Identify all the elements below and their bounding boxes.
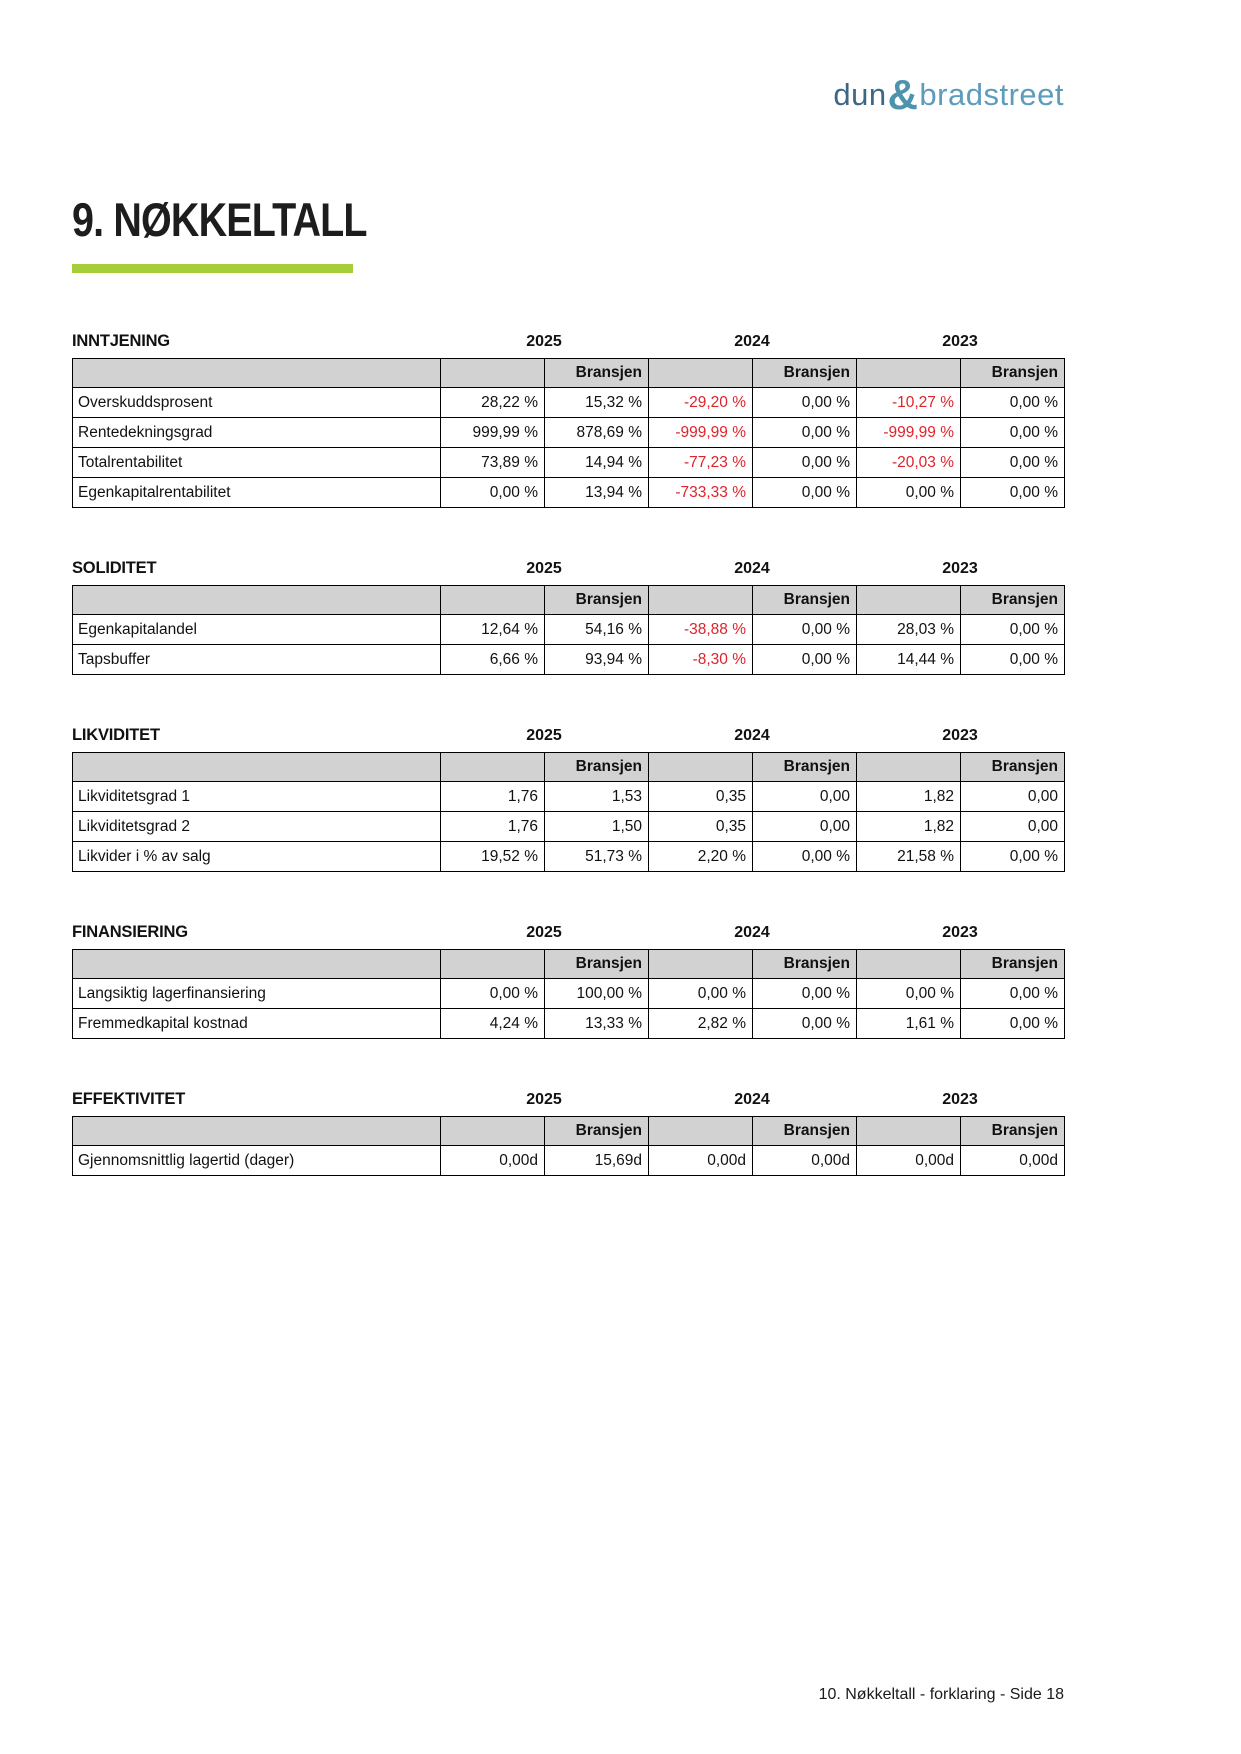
page-title: 9. NØKKELTALL: [72, 193, 367, 246]
value-cell: 14,94 %: [545, 448, 649, 478]
bransjen-header-row: [73, 753, 1065, 782]
value-cell: 1,82: [857, 782, 961, 812]
table-row: [73, 782, 1065, 812]
metric-label: Rentedekningsgrad: [73, 418, 441, 448]
value-cell: -999,99 %: [857, 418, 961, 448]
value-cell: 0,00d: [441, 1146, 545, 1176]
section-header-row: [72, 727, 1064, 745]
value-cell: 0,00 %: [961, 448, 1065, 478]
empty-header-cell: [857, 950, 961, 979]
value-cell: 0,35: [649, 782, 753, 812]
bransjen-header-row: [73, 586, 1065, 615]
bransjen-header-cell: Bransjen: [545, 950, 649, 979]
logo-text-bradstreet: bradstreet: [919, 77, 1064, 112]
value-cell: 2,20 %: [649, 842, 753, 872]
value-cell: 15,32 %: [545, 388, 649, 418]
value-cell: 1,76: [441, 812, 545, 842]
value-cell: 0,00 %: [441, 979, 545, 1009]
value-cell: 0,00 %: [961, 418, 1065, 448]
metric-label: Langsiktig lagerfinansiering: [73, 979, 441, 1009]
empty-header-cell: [73, 1117, 441, 1146]
empty-header-cell: [73, 586, 441, 615]
table-row: [73, 615, 1065, 645]
year-header: 2024: [734, 727, 770, 744]
bransjen-header-row: [73, 359, 1065, 388]
empty-header-cell: [649, 753, 753, 782]
empty-header-cell: [857, 1117, 961, 1146]
value-cell: 0,00 %: [441, 478, 545, 508]
value-cell: 0,00 %: [961, 645, 1065, 675]
value-cell: -999,99 %: [649, 418, 753, 448]
sections-container: [72, 333, 1064, 1176]
value-cell: 0,00 %: [961, 615, 1065, 645]
value-cell: 0,00d: [857, 1146, 961, 1176]
value-cell: 0,00 %: [753, 842, 857, 872]
empty-header-cell: [649, 586, 753, 615]
value-cell: 13,94 %: [545, 478, 649, 508]
value-cell: 0,00 %: [753, 645, 857, 675]
table-row: [73, 1146, 1065, 1176]
empty-header-cell: [73, 753, 441, 782]
metric-label: Tapsbuffer: [73, 645, 441, 675]
empty-header-cell: [441, 1117, 545, 1146]
year-header: 2025: [526, 560, 562, 577]
year-header: 2024: [734, 924, 770, 941]
value-cell: 1,53: [545, 782, 649, 812]
value-cell: 0,00 %: [961, 842, 1065, 872]
kpi-table: [72, 1116, 1065, 1176]
value-cell: 0,00d: [961, 1146, 1065, 1176]
empty-header-cell: [649, 359, 753, 388]
ampersand-icon: &: [887, 71, 919, 118]
value-cell: 0,35: [649, 812, 753, 842]
value-cell: 28,22 %: [441, 388, 545, 418]
value-cell: 15,69d: [545, 1146, 649, 1176]
page-footer: 10. Nøkkeltall - forklaring - Side 18: [818, 1686, 1064, 1703]
bransjen-header-cell: Bransjen: [961, 586, 1065, 615]
year-header: 2023: [942, 560, 978, 577]
dun-bradstreet-logo: [72, 0, 1064, 118]
value-cell: 28,03 %: [857, 615, 961, 645]
bransjen-header-cell: Bransjen: [961, 753, 1065, 782]
year-header: 2023: [942, 1091, 978, 1108]
metric-label: Egenkapitalandel: [73, 615, 441, 645]
metric-label: Fremmedkapital kostnad: [73, 1009, 441, 1039]
empty-header-cell: [857, 586, 961, 615]
value-cell: -733,33 %: [649, 478, 753, 508]
empty-header-cell: [649, 1117, 753, 1146]
value-cell: -77,23 %: [649, 448, 753, 478]
value-cell: 1,82: [857, 812, 961, 842]
year-header: 2024: [734, 560, 770, 577]
bransjen-header-cell: Bransjen: [545, 1117, 649, 1146]
value-cell: 0,00 %: [753, 615, 857, 645]
value-cell: 12,64 %: [441, 615, 545, 645]
bransjen-header-cell: Bransjen: [545, 753, 649, 782]
value-cell: 0,00: [753, 812, 857, 842]
metric-label: Totalrentabilitet: [73, 448, 441, 478]
value-cell: 0,00 %: [753, 448, 857, 478]
empty-header-cell: [73, 950, 441, 979]
table-row: [73, 388, 1065, 418]
table-row: [73, 478, 1065, 508]
value-cell: 93,94 %: [545, 645, 649, 675]
bransjen-header-cell: Bransjen: [545, 359, 649, 388]
value-cell: 19,52 %: [441, 842, 545, 872]
table-row: [73, 812, 1065, 842]
year-header: 2023: [942, 333, 978, 350]
value-cell: -10,27 %: [857, 388, 961, 418]
year-header: 2025: [526, 727, 562, 744]
metric-label: Egenkapitalrentabilitet: [73, 478, 441, 508]
value-cell: 4,24 %: [441, 1009, 545, 1039]
value-cell: 6,66 %: [441, 645, 545, 675]
empty-header-cell: [441, 359, 545, 388]
section-header-row: [72, 924, 1064, 942]
value-cell: 1,50: [545, 812, 649, 842]
year-header: 2023: [942, 924, 978, 941]
value-cell: 0,00 %: [753, 1009, 857, 1039]
table-row: [73, 645, 1065, 675]
table-row: [73, 418, 1065, 448]
value-cell: 0,00: [961, 812, 1065, 842]
section-header-row: [72, 333, 1064, 351]
bransjen-header-cell: Bransjen: [753, 753, 857, 782]
value-cell: 0,00 %: [961, 979, 1065, 1009]
value-cell: -8,30 %: [649, 645, 753, 675]
bransjen-header-cell: Bransjen: [753, 1117, 857, 1146]
year-header: 2024: [734, 333, 770, 350]
value-cell: 0,00d: [753, 1146, 857, 1176]
section-effektivitet: [72, 1091, 1064, 1176]
metric-label: Likviditetsgrad 1: [73, 782, 441, 812]
value-cell: 14,44 %: [857, 645, 961, 675]
value-cell: 54,16 %: [545, 615, 649, 645]
section-title: FINANSIERING: [72, 923, 188, 941]
empty-header-cell: [441, 586, 545, 615]
year-header: 2024: [734, 1091, 770, 1108]
table-row: [73, 448, 1065, 478]
empty-header-cell: [649, 950, 753, 979]
table-row: [73, 842, 1065, 872]
empty-header-cell: [857, 359, 961, 388]
section-header-row: [72, 1091, 1064, 1109]
metric-label: Gjennomsnittlig lagertid (dager): [73, 1146, 441, 1176]
section-title: LIKVIDITET: [72, 726, 160, 744]
section-title: SOLIDITET: [72, 559, 157, 577]
value-cell: 0,00 %: [961, 388, 1065, 418]
value-cell: 0,00 %: [961, 478, 1065, 508]
empty-header-cell: [441, 950, 545, 979]
value-cell: -20,03 %: [857, 448, 961, 478]
value-cell: 878,69 %: [545, 418, 649, 448]
value-cell: -29,20 %: [649, 388, 753, 418]
value-cell: 0,00: [961, 782, 1065, 812]
value-cell: 0,00: [753, 782, 857, 812]
kpi-table: [72, 949, 1065, 1039]
bransjen-header-cell: Bransjen: [961, 1117, 1065, 1146]
section-header-row: [72, 560, 1064, 578]
year-header: 2025: [526, 924, 562, 941]
value-cell: 1,76: [441, 782, 545, 812]
year-header: 2025: [526, 1091, 562, 1108]
metric-label: Likvider i % av salg: [73, 842, 441, 872]
kpi-table: [72, 585, 1065, 675]
year-header: 2023: [942, 727, 978, 744]
value-cell: 13,33 %: [545, 1009, 649, 1039]
kpi-table: [72, 752, 1065, 872]
value-cell: 1,61 %: [857, 1009, 961, 1039]
value-cell: 0,00 %: [753, 478, 857, 508]
value-cell: 999,99 %: [441, 418, 545, 448]
bransjen-header-cell: Bransjen: [545, 586, 649, 615]
value-cell: 0,00 %: [753, 388, 857, 418]
table-row: [73, 1009, 1065, 1039]
section-finansiering: [72, 924, 1064, 1039]
value-cell: 0,00 %: [753, 979, 857, 1009]
value-cell: 0,00 %: [961, 1009, 1065, 1039]
empty-header-cell: [441, 753, 545, 782]
section-likviditet: [72, 727, 1064, 872]
bransjen-header-cell: Bransjen: [753, 359, 857, 388]
bransjen-header-cell: Bransjen: [961, 950, 1065, 979]
bransjen-header-cell: Bransjen: [961, 359, 1065, 388]
logo-text-dun: dun: [833, 77, 887, 112]
bransjen-header-row: [73, 950, 1065, 979]
value-cell: 0,00 %: [649, 979, 753, 1009]
year-header: 2025: [526, 333, 562, 350]
bransjen-header-cell: Bransjen: [753, 586, 857, 615]
value-cell: 73,89 %: [441, 448, 545, 478]
metric-label: Overskuddsprosent: [73, 388, 441, 418]
bransjen-header-row: [73, 1117, 1065, 1146]
kpi-table: [72, 358, 1065, 508]
empty-header-cell: [857, 753, 961, 782]
value-cell: 2,82 %: [649, 1009, 753, 1039]
value-cell: 51,73 %: [545, 842, 649, 872]
bransjen-header-cell: Bransjen: [753, 950, 857, 979]
empty-header-cell: [73, 359, 441, 388]
section-inntjening: [72, 333, 1064, 508]
section-title: INNTJENING: [72, 332, 170, 350]
value-cell: 21,58 %: [857, 842, 961, 872]
section-soliditet: [72, 560, 1064, 675]
value-cell: 0,00 %: [857, 478, 961, 508]
value-cell: 0,00 %: [753, 418, 857, 448]
metric-label: Likviditetsgrad 2: [73, 812, 441, 842]
section-title: EFFEKTIVITET: [72, 1090, 186, 1108]
value-cell: 0,00 %: [857, 979, 961, 1009]
accent-bar: [72, 264, 353, 273]
value-cell: 100,00 %: [545, 979, 649, 1009]
value-cell: 0,00d: [649, 1146, 753, 1176]
table-row: [73, 979, 1065, 1009]
value-cell: -38,88 %: [649, 615, 753, 645]
